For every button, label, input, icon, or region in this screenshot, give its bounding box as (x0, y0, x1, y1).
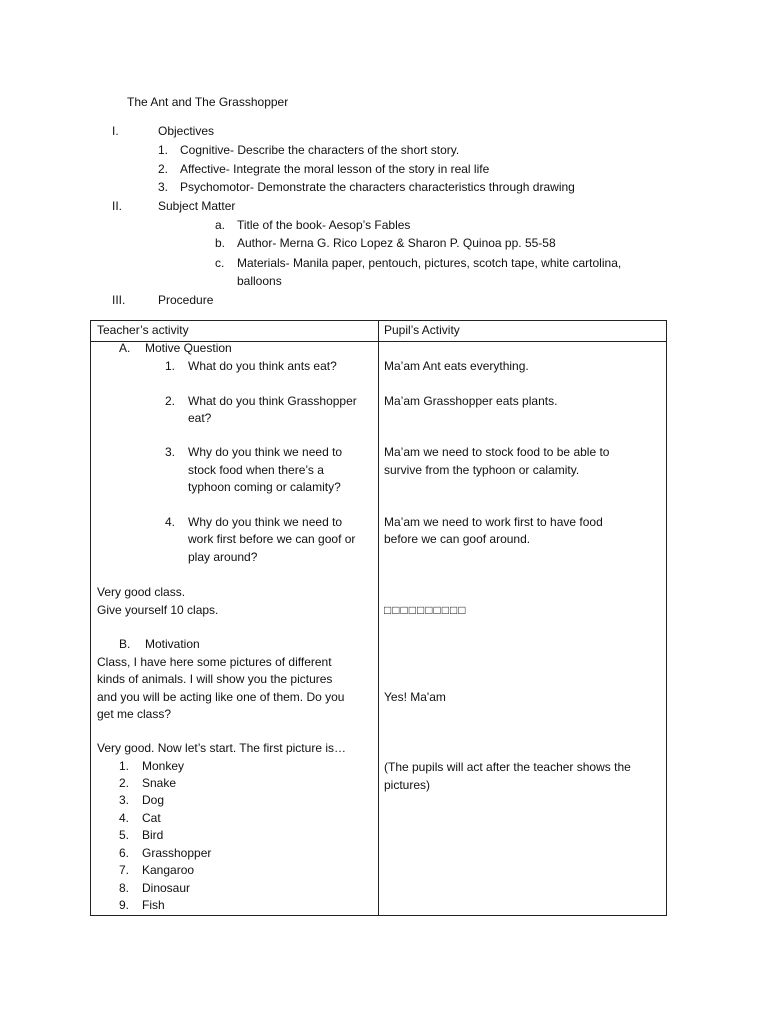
animal-name: Snake (142, 776, 177, 790)
animal-number: 7. (119, 863, 130, 877)
pupil-answer: Ma’am we need to stock food to be able to (384, 445, 610, 459)
animal-name: Bird (142, 828, 164, 842)
question-text: play around? (188, 550, 258, 564)
motivation-heading: Motivation (145, 637, 200, 651)
motivation-label: B. (119, 637, 131, 651)
subject-item-materials: Materials- Manila paper, pentouch, pictures, scotch tape, white cartolina, (237, 256, 622, 270)
animal-name: Kangaroo (142, 863, 195, 877)
question-text: stock food when there’s a (188, 463, 324, 477)
teacher-praise: Very good class. (97, 585, 186, 599)
pupil-response: Yes! Ma'am (384, 690, 446, 704)
subject-item-letter: c. (215, 256, 225, 270)
question-text: Why do you think we need to (188, 445, 343, 459)
question-text: What do you think Grasshopper (188, 394, 357, 408)
motive-heading: Motive Question (145, 341, 232, 355)
motivation-intro: Class, I have here some pictures of different (97, 655, 332, 669)
animal-name: Monkey (142, 759, 185, 773)
subject-item-materials-continued: balloons (237, 274, 282, 288)
question-number: 3. (165, 445, 176, 459)
question-text: eat? (188, 411, 212, 425)
section-heading-objectives: Objectives (158, 124, 215, 138)
question-text: work first before we can goof or (188, 532, 356, 546)
teacher-praise: Give yourself 10 claps. (97, 603, 219, 617)
subject-item-letter: a. (215, 218, 226, 232)
objective-cognitive: Cognitive- Describe the characters of the short story. (180, 143, 460, 157)
animal-name: Dog (142, 793, 165, 807)
animal-number: 6. (119, 846, 130, 860)
section-numeral-procedure: III. (112, 293, 126, 307)
pupil-answer: Ma’am Ant eats everything. (384, 359, 529, 373)
header-pupil-activity: Pupil’s Activity (384, 323, 460, 337)
pupil-answer: before we can goof around. (384, 532, 531, 546)
objective-number: 2. (158, 162, 169, 176)
animal-number: 5. (119, 828, 130, 842)
header-teacher-activity: Teacher’s activity (97, 323, 189, 337)
motivation-intro: get me class? (97, 707, 172, 721)
motivation-intro: and you will be acting like one of them. Do you (97, 690, 345, 704)
pupil-answer: Ma’am we need to work first to have food (384, 515, 603, 529)
pupil-act-note: (The pupils will act after the teacher shows the (384, 760, 631, 774)
section-numeral-objectives: I. (112, 124, 119, 138)
table-column-divider (378, 321, 379, 915)
section-heading-subject-matter: Subject Matter (158, 199, 236, 213)
document-title: The Ant and The Grasshopper (127, 95, 289, 109)
question-text: typhoon coming or calamity? (188, 480, 341, 494)
subject-item-letter: b. (215, 236, 226, 250)
subject-item-author: Author- Merna G. Rico Lopez & Sharon P. Quinoa pp. 55-58 (237, 236, 556, 250)
lesson-activity-table (90, 320, 667, 916)
question-text: What do you think ants eat? (188, 359, 337, 373)
animal-number: 1. (119, 759, 130, 773)
objective-affective: Affective- Integrate the moral lesson of the story in real life (180, 162, 490, 176)
animal-name: Grasshopper (142, 846, 212, 860)
section-numeral-subject-matter: II. (112, 199, 123, 213)
animal-number: 2. (119, 776, 130, 790)
pupil-claps: □□□□□□□□□□ (384, 603, 467, 617)
question-number: 4. (165, 515, 176, 529)
question-number: 2. (165, 394, 176, 408)
pupil-answer: survive from the typhoon or calamity. (384, 463, 580, 477)
animal-name: Fish (142, 898, 165, 912)
animal-number: 8. (119, 881, 130, 895)
section-heading-procedure: Procedure (158, 293, 214, 307)
animal-name: Cat (142, 811, 161, 825)
animal-number: 3. (119, 793, 130, 807)
objective-number: 1. (158, 143, 169, 157)
animal-name: Dinosaur (142, 881, 191, 895)
question-text: Why do you think we need to (188, 515, 343, 529)
motivation-start: Very good. Now let’s start. The first picture is… (97, 741, 346, 755)
question-number: 1. (165, 359, 176, 373)
pupil-act-note: pictures) (384, 778, 431, 792)
subject-item-title: Title of the book- Aesop’s Fables (237, 218, 411, 232)
motivation-intro: kinds of animals. I will show you the pictures (97, 672, 333, 686)
objective-number: 3. (158, 180, 169, 194)
motive-label: A. (119, 341, 131, 355)
animal-number: 4. (119, 811, 130, 825)
animal-number: 9. (119, 898, 130, 912)
objective-psychomotor: Psychomotor- Demonstrate the characters characteristics through drawing (180, 180, 575, 194)
pupil-answer: Ma’am Grasshopper eats plants. (384, 394, 558, 408)
